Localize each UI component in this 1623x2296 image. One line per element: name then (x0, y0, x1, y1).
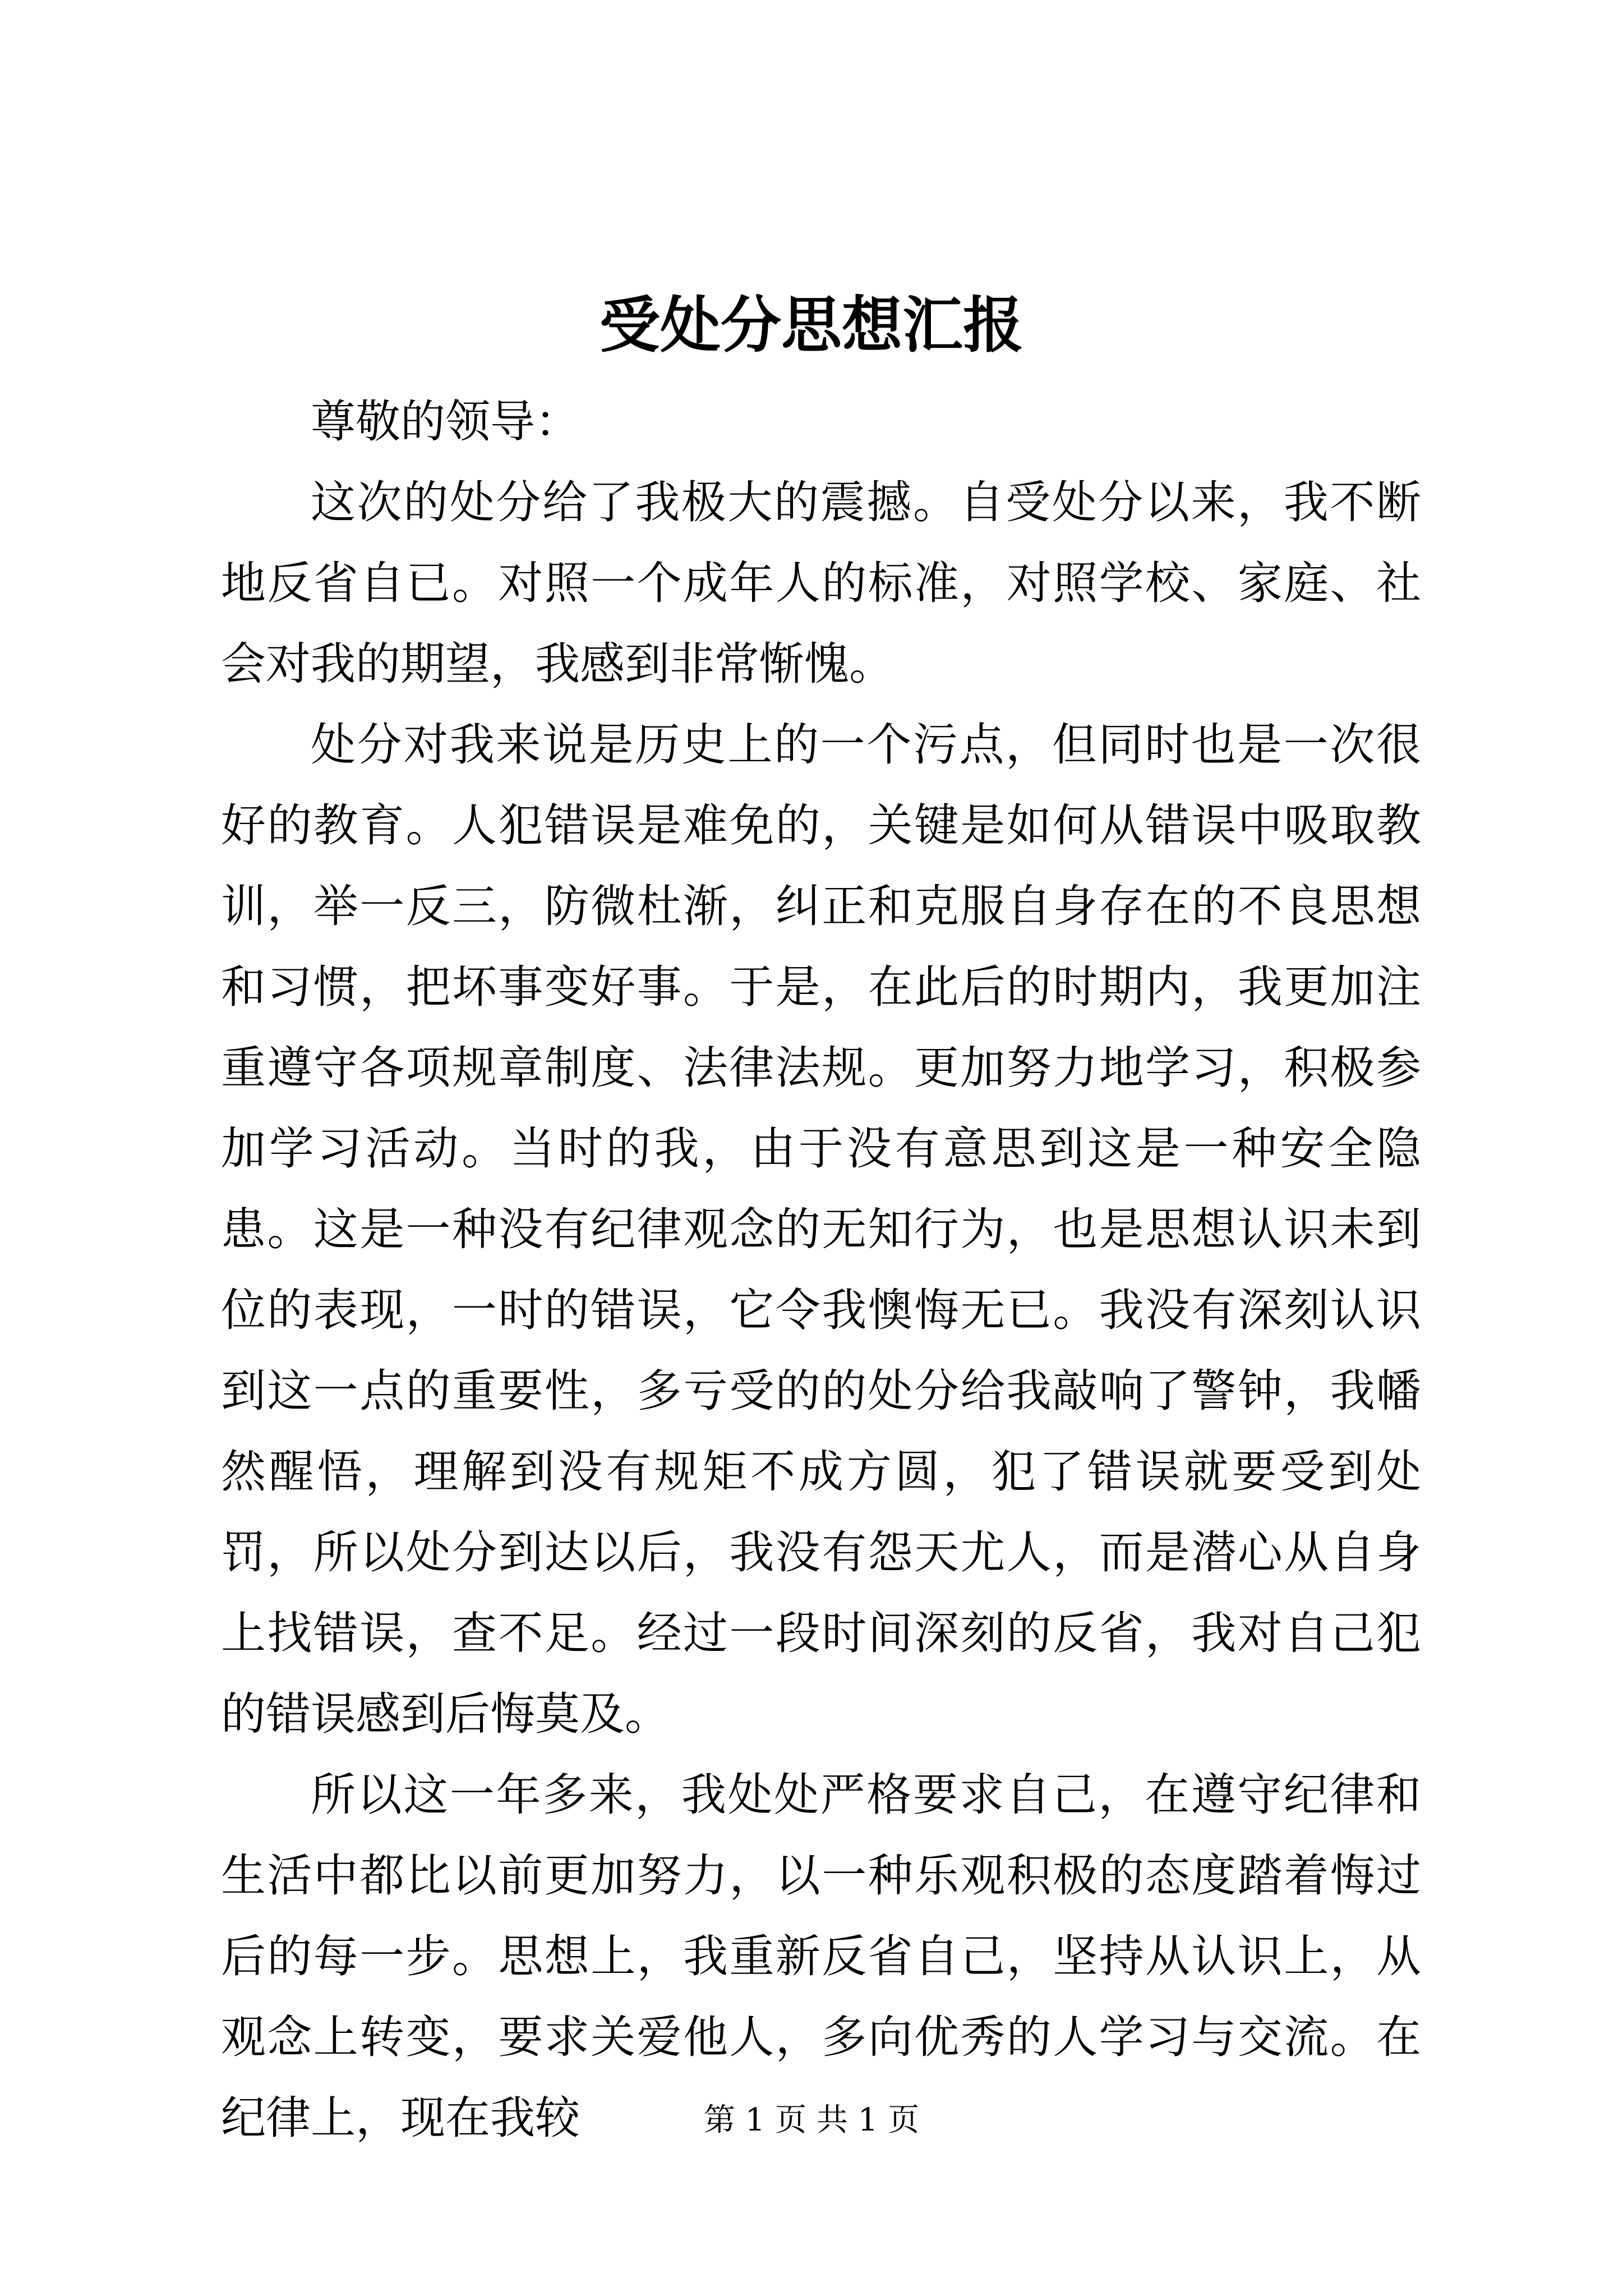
salutation: 尊敬的领导： (311, 395, 580, 448)
document-title: 受处分思想汇报 (599, 290, 1023, 361)
paragraph: 所以这一年多来，我处处严格要求自己，在遵守纪律和生活中都比以前更加努力，以一种乐观积极的态度踏着悔过后的每一步。思想上，我重新反省自己，坚持从认识上，从观念上转变，要求关爱他人，多向优秀的人学习与交流。在纪律上，现在我较 (221, 1769, 1421, 2144)
page-number-footer: 第 1 页 共 1 页 (703, 2102, 920, 2138)
document-body (221, 381, 1421, 2159)
paragraph: 这次的处分给了我极大的震撼。自受处分以来，我不断地反省自已。对照一个成年人的标准，对照学校、家庭、社会对我的期望，我感到非常惭愧。 (221, 476, 1421, 690)
paragraph: 处分对我来说是历史上的一个污点，但同时也是一次很好的教育。人犯错误是难免的，关键是如何从错误中吸取教训，举一反三，防微杜渐，纠正和克服自身存在的不良思想和习惯，把坏事变好事。于是，在此后的时期内，我更加注重遵守各项规章制度、法律法规。更加努力地学习，积极参加学习活动。当时的我，由于没有意思到这是一种安全隐患。这是一种没有纪律观念的无知行为，也是思想认识未到位的表现，一时的错误，它令我懊悔无已。我没有深刻认识到这一点的重要性，多亏受的的处分给我敲响了警钟，我幡然醒悟，理解到没有规矩不成方圆，犯了错误就要受到处罚，所以处分到达以后，我没有怨天尤人，而是潜心从自身上找错误，查不足。经过一段时间深刻的反省，我对自己犯的错误感到后悔莫及。 (221, 719, 1421, 1740)
